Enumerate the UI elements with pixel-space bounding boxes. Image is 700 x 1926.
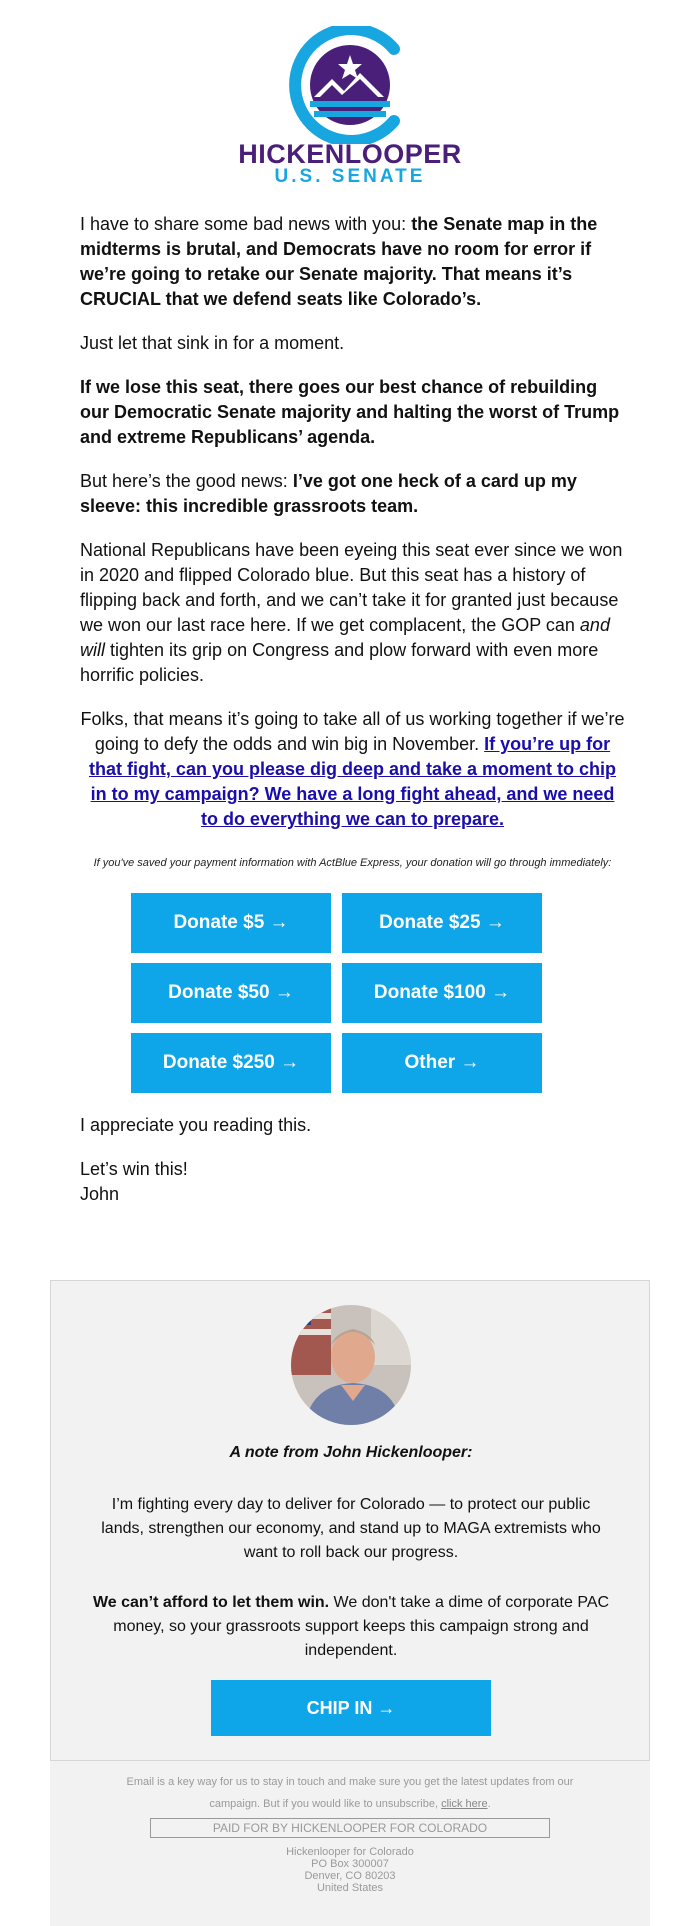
- address-line: Denver, CO 80203: [304, 1870, 396, 1882]
- closing: [80, 1113, 311, 1226]
- paragraph-3: [80, 375, 625, 450]
- closing-line: I appreciate you reading this.: [80, 1115, 312, 1135]
- address-line: United States: [316, 1882, 384, 1894]
- address-line: PO Box 300007: [311, 1858, 389, 1870]
- email-body: [80, 212, 625, 895]
- actblue-express-note: If you've saved your payment information with ActBlue Express, your donation will go through immediately:: [93, 857, 612, 869]
- donate-50-button[interactable]: Donate $50 →: [131, 963, 331, 1023]
- paragraph-1-bold: the Senate map in the midterms is brutal, and Democrats have no room for error if we’re going to retake our Senate majority. That means it’s CRUCIAL that we defend seats like Colorado’s.: [80, 214, 598, 309]
- donate-25-button[interactable]: Donate $25 →: [342, 893, 542, 953]
- chip-in-button[interactable]: CHIP IN →: [211, 1680, 491, 1736]
- card-paragraph-1: I’m fighting every day to deliver for Colorado — to protect our public lands, strengthen our economy, and stand up to MAGA extremists who want to roll back our progress.: [101, 1496, 601, 1561]
- address-line: Hickenlooper for Colorado: [286, 1846, 414, 1858]
- paragraph-3-bold: If we lose this seat, there goes our best chance of rebuilding our Democratic Senate majority and halting the worst of Trump and extreme Republicans’ agenda.: [80, 377, 620, 447]
- paragraph-6-text: Folks, that means it’s going to take all of us working together if we’re going to defy the odds and win big in November.: [80, 709, 625, 754]
- paragraph-5: [80, 538, 625, 688]
- email-note: [110, 1771, 590, 1815]
- signoff-line: Let’s win this!: [80, 1159, 188, 1179]
- paragraph-4-bold: I’ve got one heck of a card up my sleeve: this incredible grassroots team.: [80, 471, 577, 516]
- paragraph-5-text-b: tighten its grip on Congress and plow forward with even more horrific policies.: [80, 640, 599, 685]
- candidate-avatar: [291, 1305, 411, 1425]
- paragraph-1: [80, 212, 625, 312]
- signature: John: [80, 1184, 120, 1204]
- paragraph-4-text: But here’s the good news:: [80, 471, 293, 491]
- paid-for-disclaimer: PAID FOR BY HICKENLOOPER FOR COLORADO: [150, 1818, 550, 1838]
- paragraph-5-emphasis: and will: [80, 615, 610, 660]
- brand-name: HICKENLOOPER: [238, 139, 462, 169]
- paragraph-6: [80, 707, 625, 832]
- donate-other-button[interactable]: Other →: [342, 1033, 542, 1093]
- donate-250-button[interactable]: Donate $250 →: [131, 1033, 331, 1093]
- candidate-note-card: [50, 1280, 650, 1761]
- card-paragraph-2-bold: We can’t afford to let them win.: [92, 1594, 330, 1611]
- candidate-photo-icon: [291, 1305, 411, 1425]
- signoff: [80, 1157, 311, 1207]
- footer: [50, 1761, 650, 1926]
- donate-100-button[interactable]: Donate $100 →: [342, 963, 542, 1023]
- brand-subtitle: U.S. SENATE: [274, 166, 426, 187]
- paragraph-1-text: I have to share some bad news with you:: [80, 214, 412, 234]
- donate-5-button[interactable]: Donate $5 →: [131, 893, 331, 953]
- paragraph-5-text-a: National Republicans have been eyeing this seat ever since we won in 2020 and flipped Colorado blue. But this seat has a history of flipping back and forth, and we can’t take it for granted just because we won our last race here. If we get complacent, the GOP can: [80, 540, 623, 635]
- email-note-text: Email is a key way for us to stay in touch and make sure you get the latest updates from our campaign. But if you would like to unsubscribe,: [126, 1776, 574, 1810]
- unsubscribe-link[interactable]: click here: [441, 1798, 488, 1810]
- paragraph-4: [80, 469, 625, 519]
- email-note-end: .: [487, 1798, 491, 1810]
- card-paragraph-2: [91, 1591, 611, 1663]
- paragraph-2: Just let that sink in for a moment.: [80, 333, 345, 353]
- mailing-address: [50, 1846, 650, 1894]
- card-paragraph-2-text: We don't take a dime of corporate PAC money, so your grassroots support keeps this campaign strong and independent.: [113, 1594, 610, 1659]
- donate-appeal-link[interactable]: If you’re up for that fight, can you please dig deep and take a moment to chip in to my campaign? We have a long fight ahead, and we need to do everything we can to prepare.: [88, 734, 617, 829]
- mountain-star-logo-icon: [0, 26, 700, 144]
- card-title: A note from John Hickenlooper:: [229, 1444, 473, 1461]
